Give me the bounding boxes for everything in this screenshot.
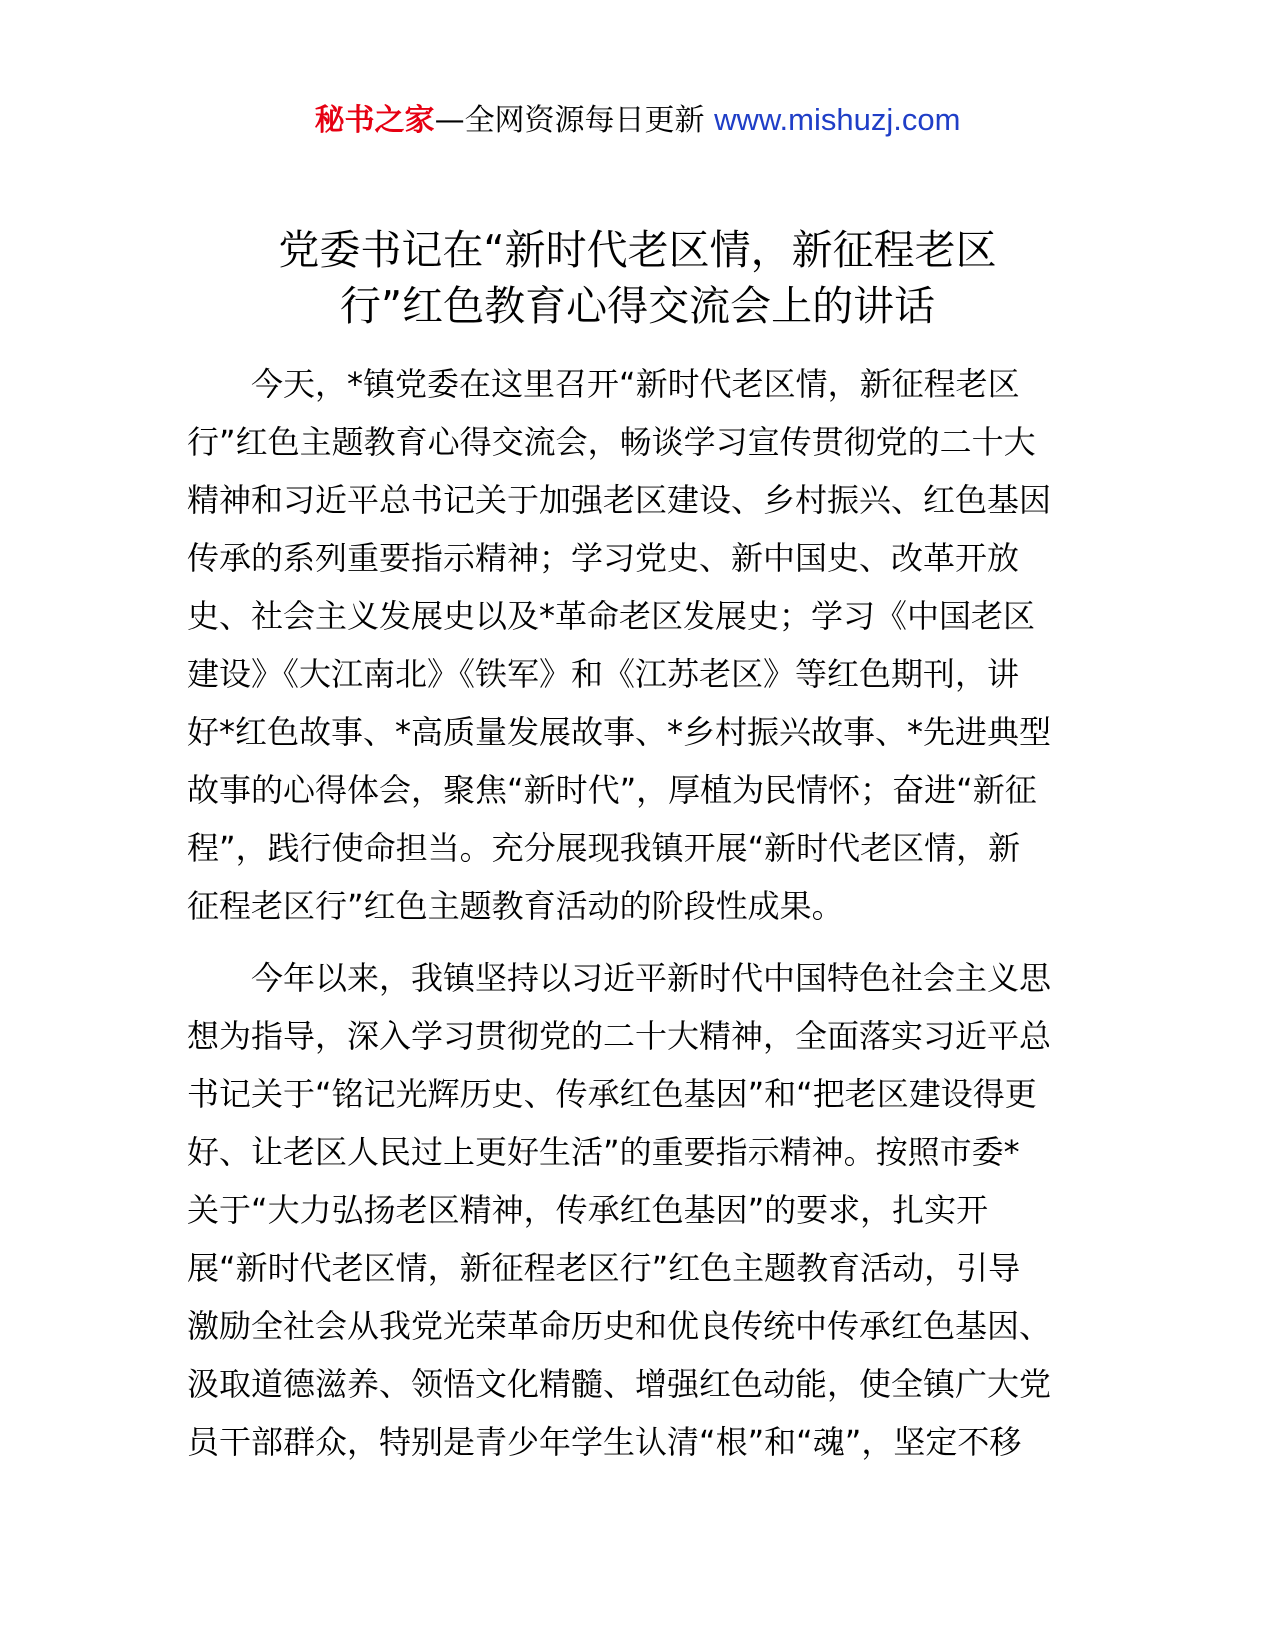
paragraph-line: 激励全社会从我党光荣革命历史和优良传统中传承红色基因、 [187,1307,1052,1345]
paragraph-line: 建设》《大江南北》《铁军》和《江苏老区》等红色期刊，讲 [187,655,1020,693]
paragraph-1 [187,355,1092,935]
paragraph-line: 汲取道德滋养、领悟文化精髓、增强红色动能，使全镇广大党 [187,1365,1052,1403]
paragraph-line: 好、让老区人民过上更好生活”的重要指示精神。按照市委* [187,1133,1020,1171]
document-title [0,222,1275,334]
paragraph-line: 员干部群众，特别是青少年学生认清“根”和“魂”，坚定不移 [187,1423,1022,1461]
title-line-2: 行”红色教育心得交流会上的讲话 [339,282,936,330]
paragraph-line: 史、社会主义发展史以及*革命老区发展史；学习《中国老区 [187,597,1036,635]
document-body [187,355,1092,1471]
paragraph-line: 程”，践行使命担当。充分展现我镇开展“新时代老区情，新 [187,829,1021,867]
paragraph-line: 征程老区行”红色主题教育活动的阶段性成果。 [187,887,844,925]
title-line-1: 党委书记在“新时代老区情，新征程老区 [278,226,997,274]
paragraph-line: 好*红色故事、*高质量发展故事、*乡村振兴故事、*先进典型 [187,713,1052,751]
paragraph-line: 今天，*镇党委在这里召开“新时代老区情，新征程老区 [187,365,1020,403]
paragraph-line: 关于“大力弘扬老区精神，传承红色基因”的要求，扎实开 [187,1191,989,1229]
paragraph-line: 想为指导，深入学习贯彻党的二十大精神，全面落实习近平总 [187,1017,1052,1055]
paragraph-line: 行”红色主题教育心得交流会，畅谈学习宣传贯彻党的二十大 [187,423,1036,461]
paragraph-2 [187,949,1092,1471]
site-tagline: —全网资源每日更新 [434,103,715,138]
paragraph-line: 展“新时代老区情，新征程老区行”红色主题教育活动，引导 [187,1249,1021,1287]
site-header [0,100,1275,141]
site-brand: 秘书之家 [314,103,435,138]
paragraph-line: 精神和习近平总书记关于加强老区建设、乡村振兴、红色基因 [187,481,1052,519]
paragraph-line: 故事的心得体会，聚焦“新时代”，厚植为民情怀；奋进“新征 [187,771,1037,809]
site-url-link[interactable]: www.mishuzj.com [714,102,961,137]
paragraph-line: 今年以来，我镇坚持以习近平新时代中国特色社会主义思 [187,959,1052,997]
paragraph-line: 传承的系列重要指示精神；学习党史、新中国史、改革开放 [187,539,1020,577]
paragraph-spacer [187,935,1092,949]
paragraph-line: 书记关于“铭记光辉历史、传承红色基因”和“把老区建设得更 [187,1075,1037,1113]
